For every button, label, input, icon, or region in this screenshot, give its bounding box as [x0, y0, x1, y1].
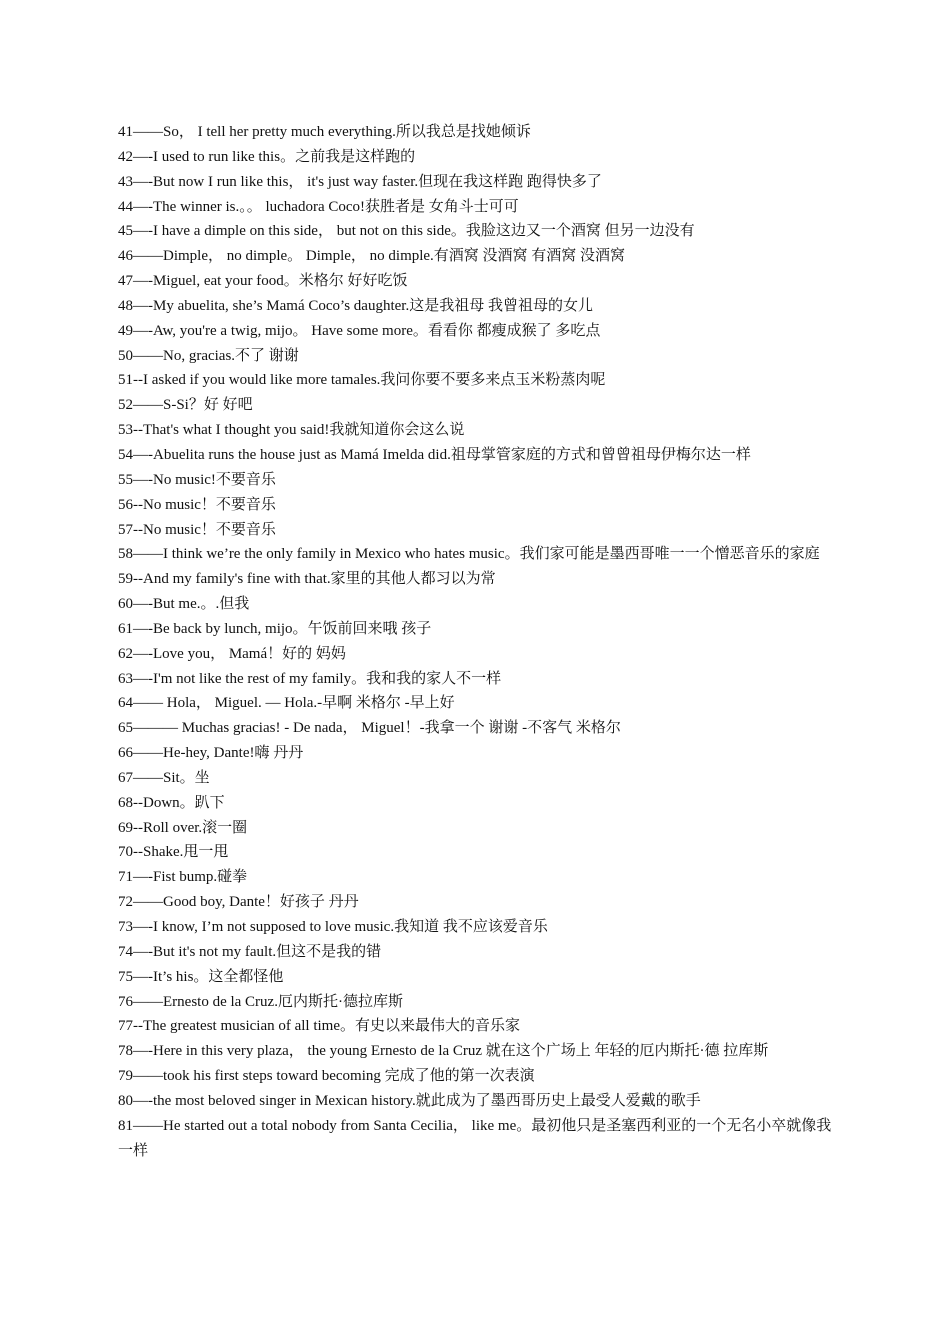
transcript-line: 46——Dimple， no dimple。 Dimple， no dimple.有酒窝 没酒窝 有酒窝 没酒窝 [118, 248, 626, 265]
transcript-line: 69--Roll over.滚一圈 [118, 819, 248, 836]
transcript-line: 56--No music！不要音乐 [118, 496, 276, 513]
transcript-line: 71—-Fist bump.碰拳 [118, 869, 248, 886]
transcript-line: 55—-No music!不要音乐 [118, 471, 276, 488]
transcript-line: 80—-the most beloved singer in Mexican history.就此成为了墨西哥历史上最受人爱戴的歌手 [118, 1092, 701, 1109]
transcript-line: 81——He started out a total nobody from Santa Cecilia， like me。最初他只是圣塞西利亚的一个无名小卒就像我一样 [118, 1117, 832, 1159]
transcript-line: 57--No music！不要音乐 [118, 521, 276, 538]
transcript-line: 43—-But now I run like this， it's just way faster.但现在我这样跑 跑得快多了 [118, 173, 602, 190]
transcript-line: 58——I think we’re the only family in Mexico who hates music。我们家可能是墨西哥唯一一个憎恶音乐的家庭 [118, 546, 820, 563]
transcript-line: 67——Sit。坐 [118, 769, 210, 786]
transcript-line: 68--Down。趴下 [118, 794, 225, 811]
transcript-line: 54—-Abuelita runs the house just as Mamá Imelda did.祖母掌管家庭的方式和曾曾祖母伊梅尔达一样 [118, 446, 751, 463]
transcript-line: 52——S-Si？好 好吧 [118, 397, 253, 414]
transcript-line: 41——So， I tell her pretty much everything.所以我总是找她倾诉 [118, 124, 531, 140]
transcript-line: 50——No, gracias.不了 谢谢 [118, 347, 299, 364]
transcript-line: 59--And my family's fine with that.家里的其他人都习以为常 [118, 571, 496, 588]
transcript-line: 42—-I used to run like this。之前我是这样跑的 [118, 148, 416, 165]
transcript-line: 74—-But it's not my fault.但这不是我的错 [118, 943, 382, 960]
transcript-line: 61—-Be back by lunch, mijo。午饭前回来哦 孩子 [118, 620, 432, 637]
transcript-line: 44—-The winner is.。。 luchadora Coco!获胜者是 女角斗士可可 [118, 198, 519, 215]
transcript-line: 73—-I know, I’m not supposed to love music.我知道 我不应该爱音乐 [118, 919, 548, 935]
transcript-line: 65——— Muchas gracias! - De nada， Miguel！-我拿一个 谢谢 -不客气 米格尔 [118, 720, 621, 737]
transcript-line: 78—-Here in this very plaza， the young Ernesto de la Cruz 就在这个广场上 年轻的厄内斯托·德 拉库斯 [118, 1043, 769, 1060]
transcript-line: 60—-But me.。.但我 [118, 596, 250, 613]
transcript-line: 49—-Aw, you're a twig, mijo。 Have some more。看看你 都瘦成猴了 多吃点 [118, 322, 601, 339]
transcript-line: 72——Good boy, Dante！好孩子 丹丹 [118, 894, 359, 911]
transcript-line: 48—-My abuelita, she’s Mamá Coco’s daughter.这是我祖母 我曾祖母的女儿 [118, 297, 593, 314]
transcript-line: 51--I asked if you would like more tamales.我问你要不要多来点玉米粉蒸肉呢 [118, 372, 606, 389]
transcript-line: 66——He-hey, Dante!嗨 丹丹 [118, 745, 304, 762]
transcript-line: 63—-I'm not like the rest of my family。我和我的家人不一样 [118, 670, 502, 687]
transcript-line: 77--The greatest musician of all time。有史以来最伟大的音乐家 [118, 1018, 521, 1035]
transcript-line: 76——Ernesto de la Cruz.厄内斯托·德拉库斯 [118, 993, 403, 1010]
transcript-line: 53--That's what I thought you said!我就知道你会这么说 [118, 422, 465, 439]
transcript-line: 64—— Hola， Miguel. — Hola.-早啊 米格尔 -早上好 [118, 695, 455, 712]
transcript-line: 79——took his first steps toward becoming 完成了他的第一次表演 [118, 1068, 535, 1085]
transcript-line: 70--Shake.甩一甩 [118, 844, 229, 861]
transcript-line: 75—-It’s his。这全都怪他 [118, 968, 284, 985]
transcript-line: 45—-I have a dimple on this side， but not on this side。我脸这边又一个酒窝 但另一边没有 [118, 223, 695, 240]
transcript-line: 47—-Miguel, eat your food。米格尔 好好吃饭 [118, 273, 408, 290]
transcript-line: 62—-Love you， Mamá！好的 妈妈 [118, 645, 346, 662]
transcript-body [118, 120, 846, 1163]
